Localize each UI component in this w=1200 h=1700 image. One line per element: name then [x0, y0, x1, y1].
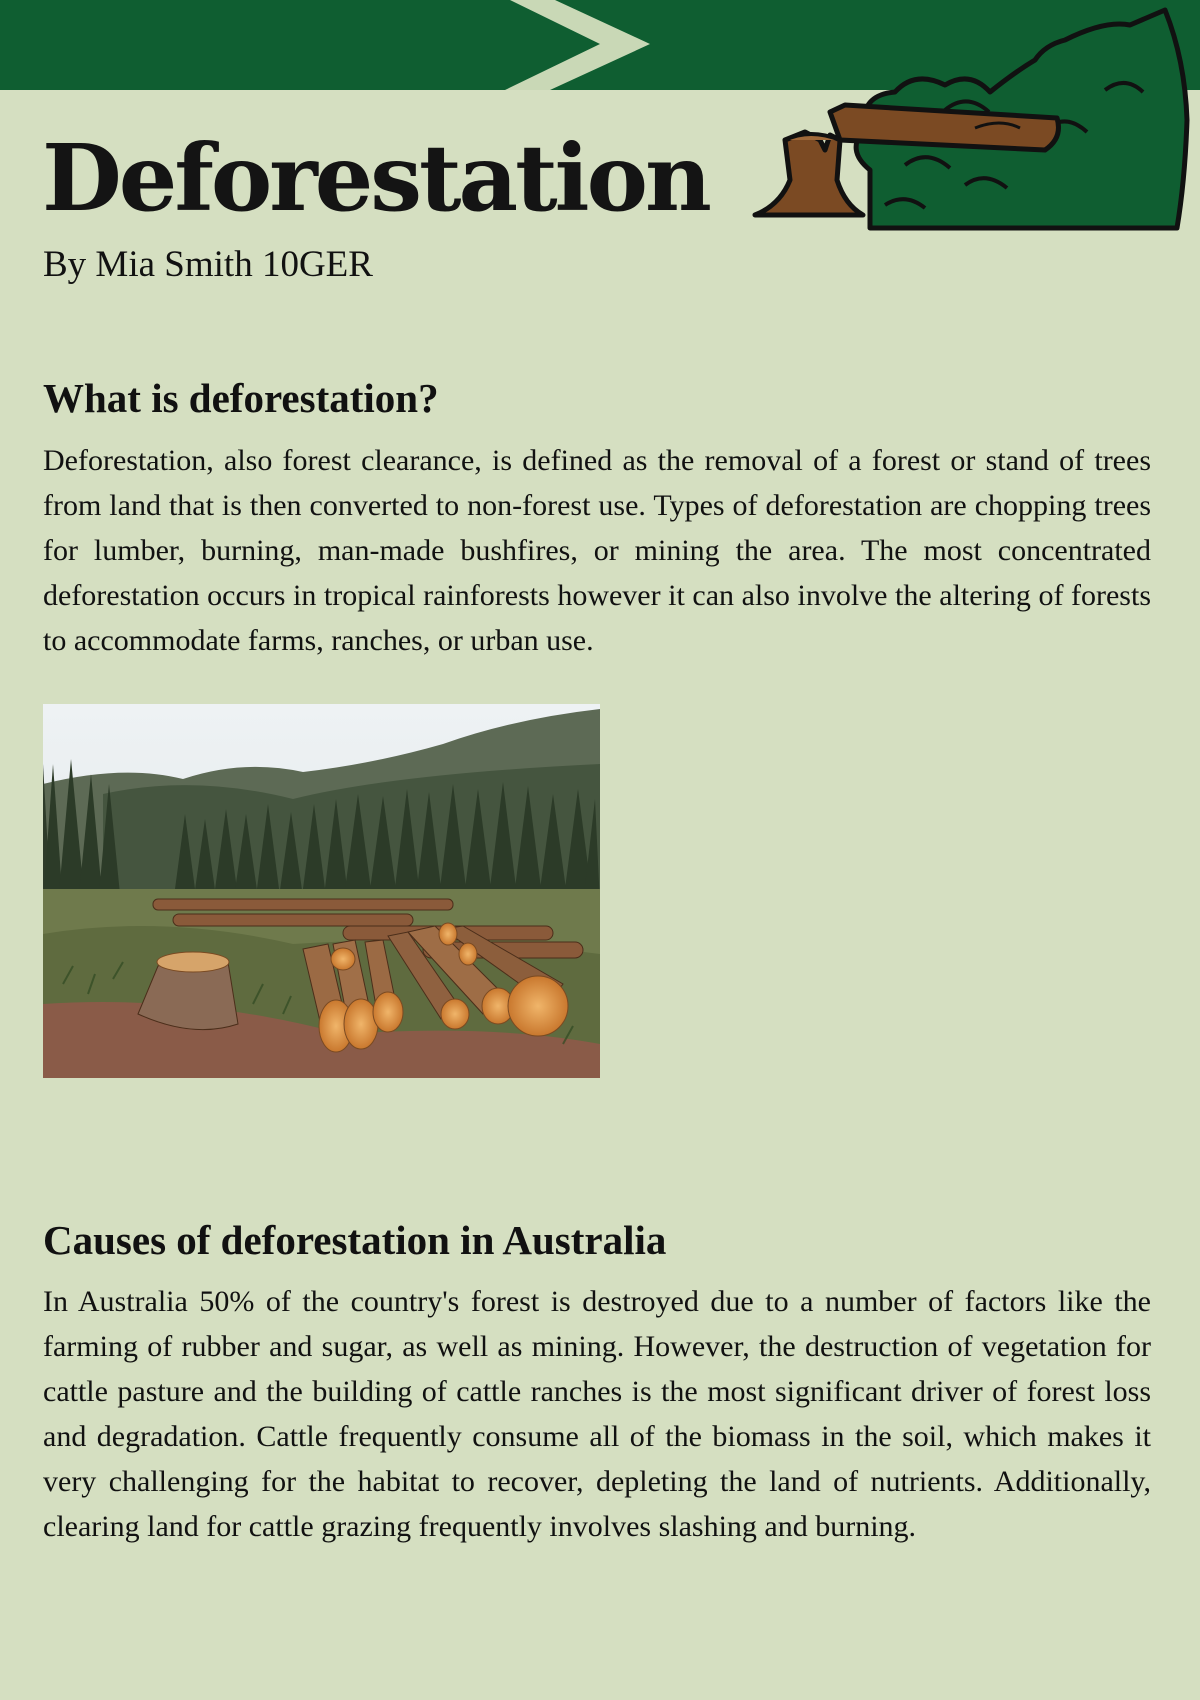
cut-tree-stump-icon	[745, 0, 1200, 240]
section-heading-causes: Causes of deforestation in Australia	[43, 1217, 667, 1263]
page-title: Deforestation	[42, 124, 709, 232]
section-heading-what-is: What is deforestation?	[43, 375, 439, 421]
author-byline: By Mia Smith 10GER	[43, 244, 373, 285]
section-body-causes: In Australia 50% of the country's forest is destroyed due to a number of factors like the farming of rubber and sugar, as well as mining. However, the destruction of vegetation for cattle pasture and the building of cattle ranches is the most significant driver of forest loss and degradation. Cattle frequently consume all of the biomass in the soil, which makes it very challenging for the habitat to recover, depleting the land of nutrients. Additionally, clearing land for cattle grazing frequently involves slashing and burning.	[43, 1285, 1151, 1543]
section-body-what-is: Deforestation, also forest clearance, is defined as the removal of a forest or stand of trees from land that is then converted to non-forest use. Types of deforestation are chopping trees for lumber, burning, man-made bushfires, or mining the area. The most concentrated deforestation occurs in tropical rainforests however it can also involve the altering of forests to accommodate farms, ranches, or urban use.	[43, 444, 1151, 657]
felled-logs-forest-photo	[43, 704, 600, 1078]
